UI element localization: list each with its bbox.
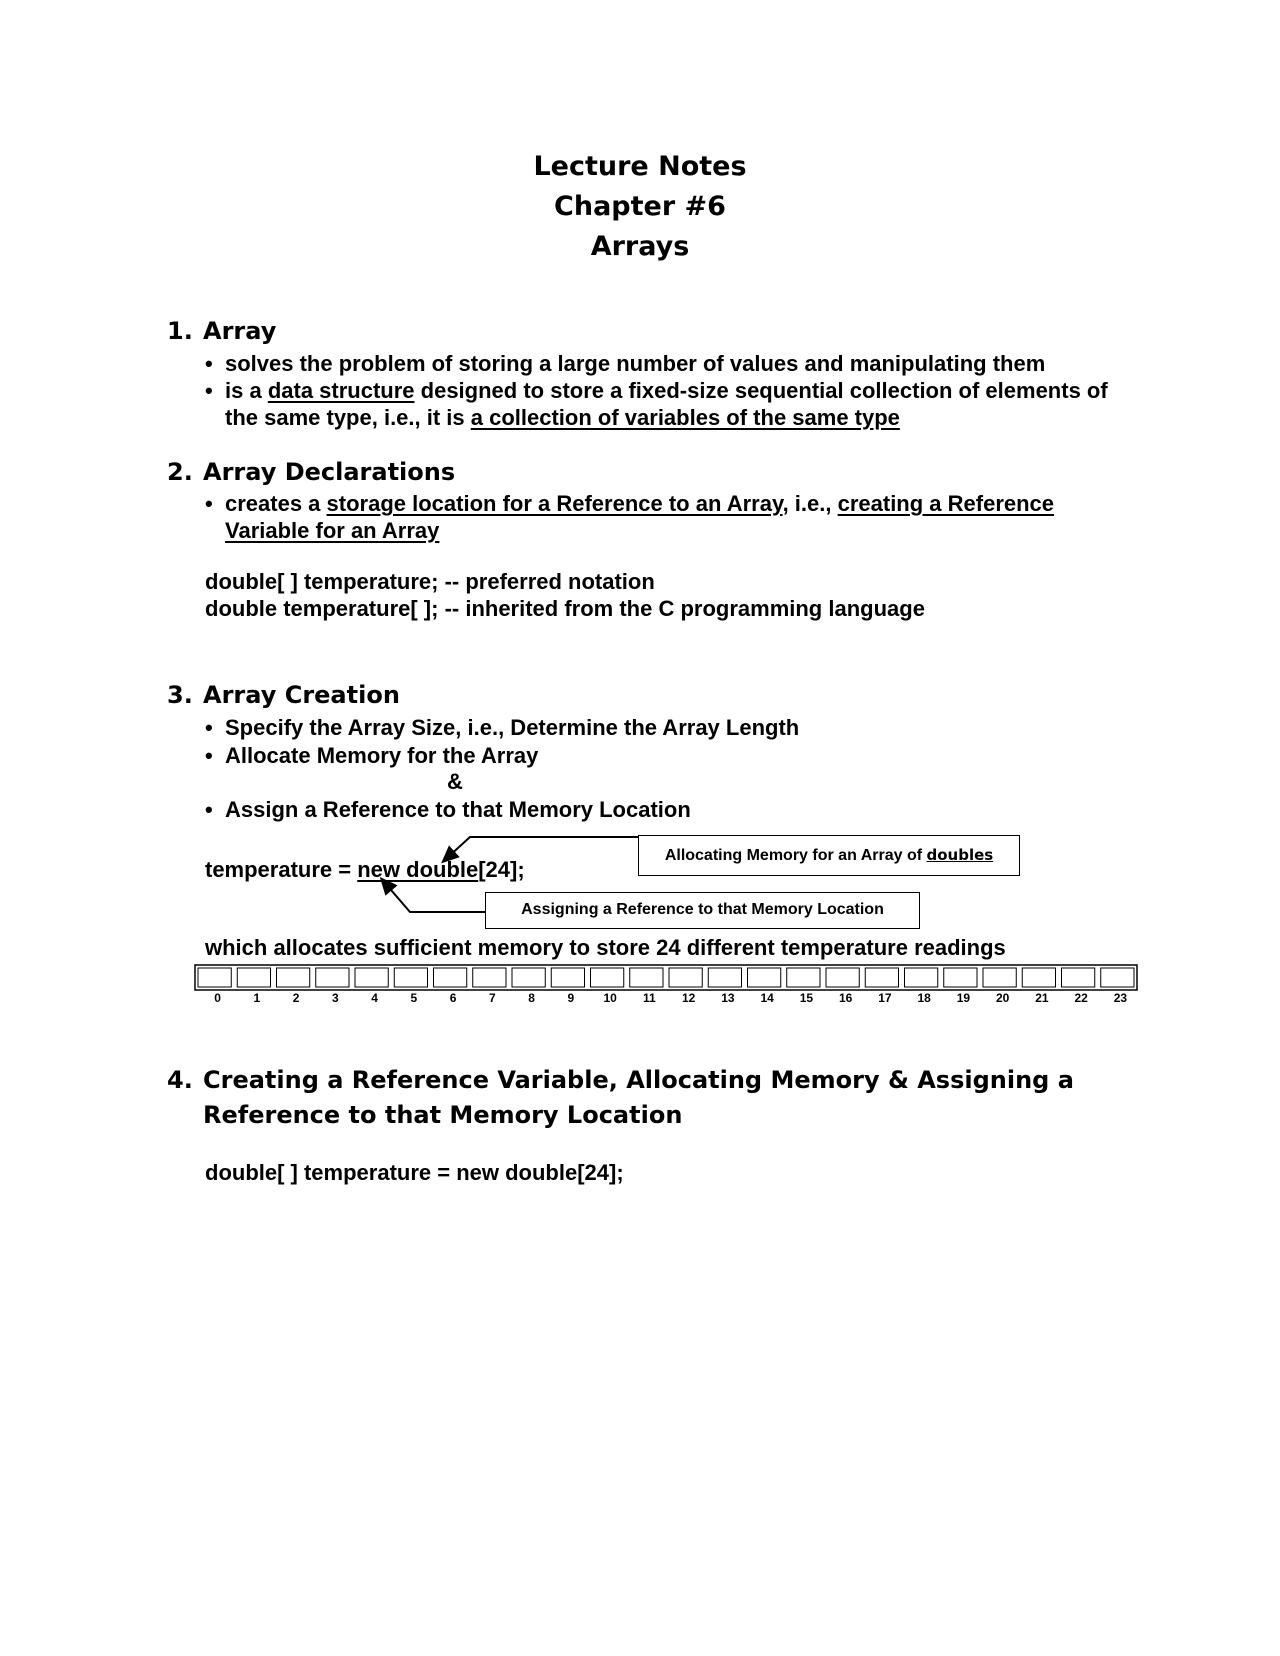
text-run: temperature = — [205, 857, 358, 882]
array-outline — [195, 965, 1137, 990]
section-3-number: 3. — [167, 681, 193, 709]
text-run: is a — [225, 378, 268, 403]
allocation-description: which allocates sufficient memory to store 24 different temperature readings — [205, 935, 1006, 960]
array-index-label: 1 — [253, 991, 261, 1005]
array-index-label: 12 — [681, 991, 696, 1005]
array-cell — [748, 968, 781, 987]
array-index-label: 8 — [528, 991, 535, 1005]
section-4-heading — [167, 1066, 1074, 1094]
text-run: creates a — [225, 491, 327, 516]
underlined-term: data structure — [267, 378, 415, 403]
callout-text: Allocating Memory for an Array of — [664, 847, 927, 864]
array-index-label: 5 — [410, 991, 418, 1005]
page-title-line2: Chapter #6 — [554, 191, 726, 222]
array-index-label: 7 — [489, 991, 496, 1005]
array-cell — [630, 968, 663, 987]
callout-assigning-reference: Assigning a Reference to that Memory Location — [485, 892, 920, 929]
text-run: , i.e., — [782, 491, 838, 516]
section-1-number: 1. — [167, 317, 193, 345]
array-index-label: 18 — [917, 991, 931, 1005]
array-index-label: 22 — [1074, 991, 1088, 1005]
underlined-term: storage location for a Reference to an Array — [326, 491, 783, 516]
array-index-label: 21 — [1035, 991, 1049, 1005]
section-3-bullet-3: • Assign a Reference to that Memory Location — [225, 797, 691, 823]
array-cell — [1022, 968, 1055, 987]
page-title-line3: Arrays — [590, 231, 690, 262]
array-cell — [473, 968, 506, 987]
array-cell — [1101, 968, 1134, 987]
array-cell — [1062, 968, 1095, 987]
callout-emphasis: doubles — [926, 846, 994, 864]
ampersand: & — [447, 769, 463, 794]
underlined-term: creating a Reference — [837, 491, 1055, 516]
array-cell — [277, 968, 310, 987]
underlined-term: new double — [357, 857, 479, 882]
array-cell — [591, 968, 624, 987]
array-index-label: 23 — [1113, 991, 1128, 1005]
array-cell — [316, 968, 349, 987]
section-2-number: 2. — [167, 458, 193, 486]
text-run: designed to store a fixed-size sequential collection of elements of — [414, 378, 1108, 403]
array-index-label: 11 — [643, 991, 656, 1005]
array-cell — [394, 968, 427, 987]
section-3-title: Array Creation — [203, 681, 400, 709]
section-1-title: Array — [203, 317, 277, 345]
array-cell — [669, 968, 702, 987]
array-cell — [551, 968, 584, 987]
section-4-title-line1: Creating a Reference Variable, Allocating Memory & Assigning a — [203, 1066, 1074, 1094]
array-index-label: 13 — [721, 991, 735, 1005]
page-title-line1: Lecture Notes — [533, 151, 747, 182]
array-index-label: 14 — [760, 991, 774, 1005]
array-index-label: 0 — [214, 991, 221, 1005]
array-index-label: 4 — [371, 991, 378, 1005]
array-cell — [355, 968, 388, 987]
array-cell — [708, 968, 741, 987]
array-index-label: 17 — [878, 991, 892, 1005]
code-declaration-1: double[ ] temperature; -- preferred notation — [205, 569, 655, 594]
array-cell — [434, 968, 467, 987]
array-cell — [905, 968, 938, 987]
code-declaration-2: double temperature[ ]; -- inherited from the C programming language — [205, 596, 925, 621]
array-index-label: 2 — [292, 991, 300, 1005]
section-4-title-line2: Reference to that Memory Location — [203, 1101, 683, 1129]
array-cell — [198, 968, 231, 987]
array-cell — [983, 968, 1016, 987]
code-combined-statement: double[ ] temperature = new double[24]; — [205, 1160, 624, 1185]
array-index-label: 19 — [956, 991, 971, 1005]
array-index-label: 20 — [995, 991, 1010, 1005]
section-2-title: Array Declarations — [203, 458, 456, 486]
text-run: the same type, i.e., it is — [225, 405, 471, 430]
array-cell — [237, 968, 270, 987]
section-1-bullet-1: • solves the problem of storing a large number of values and manipulating them — [225, 351, 1045, 377]
section-4-number: 4. — [167, 1066, 193, 1094]
array-cell — [512, 968, 545, 987]
array-cell — [787, 968, 820, 987]
array-index-label: 10 — [603, 991, 617, 1005]
array-index-label: 6 — [449, 991, 457, 1005]
section-3-bullet-2: • Allocate Memory for the Array — [225, 743, 538, 769]
section-3-bullet-1: • Specify the Array Size, i.e., Determine the Array Length — [225, 715, 799, 741]
array-index-label: 16 — [838, 991, 853, 1005]
text-run: [24]; — [478, 857, 525, 882]
array-cell — [826, 968, 859, 987]
array-cell — [865, 968, 898, 987]
underlined-term: Variable for an Array — [225, 518, 440, 543]
array-cell — [944, 968, 977, 987]
array-index-label: 15 — [799, 991, 814, 1005]
underlined-term: a collection of variables of the same type — [470, 405, 900, 430]
array-index-label: 9 — [567, 991, 575, 1005]
array-index-label: 3 — [332, 991, 339, 1005]
